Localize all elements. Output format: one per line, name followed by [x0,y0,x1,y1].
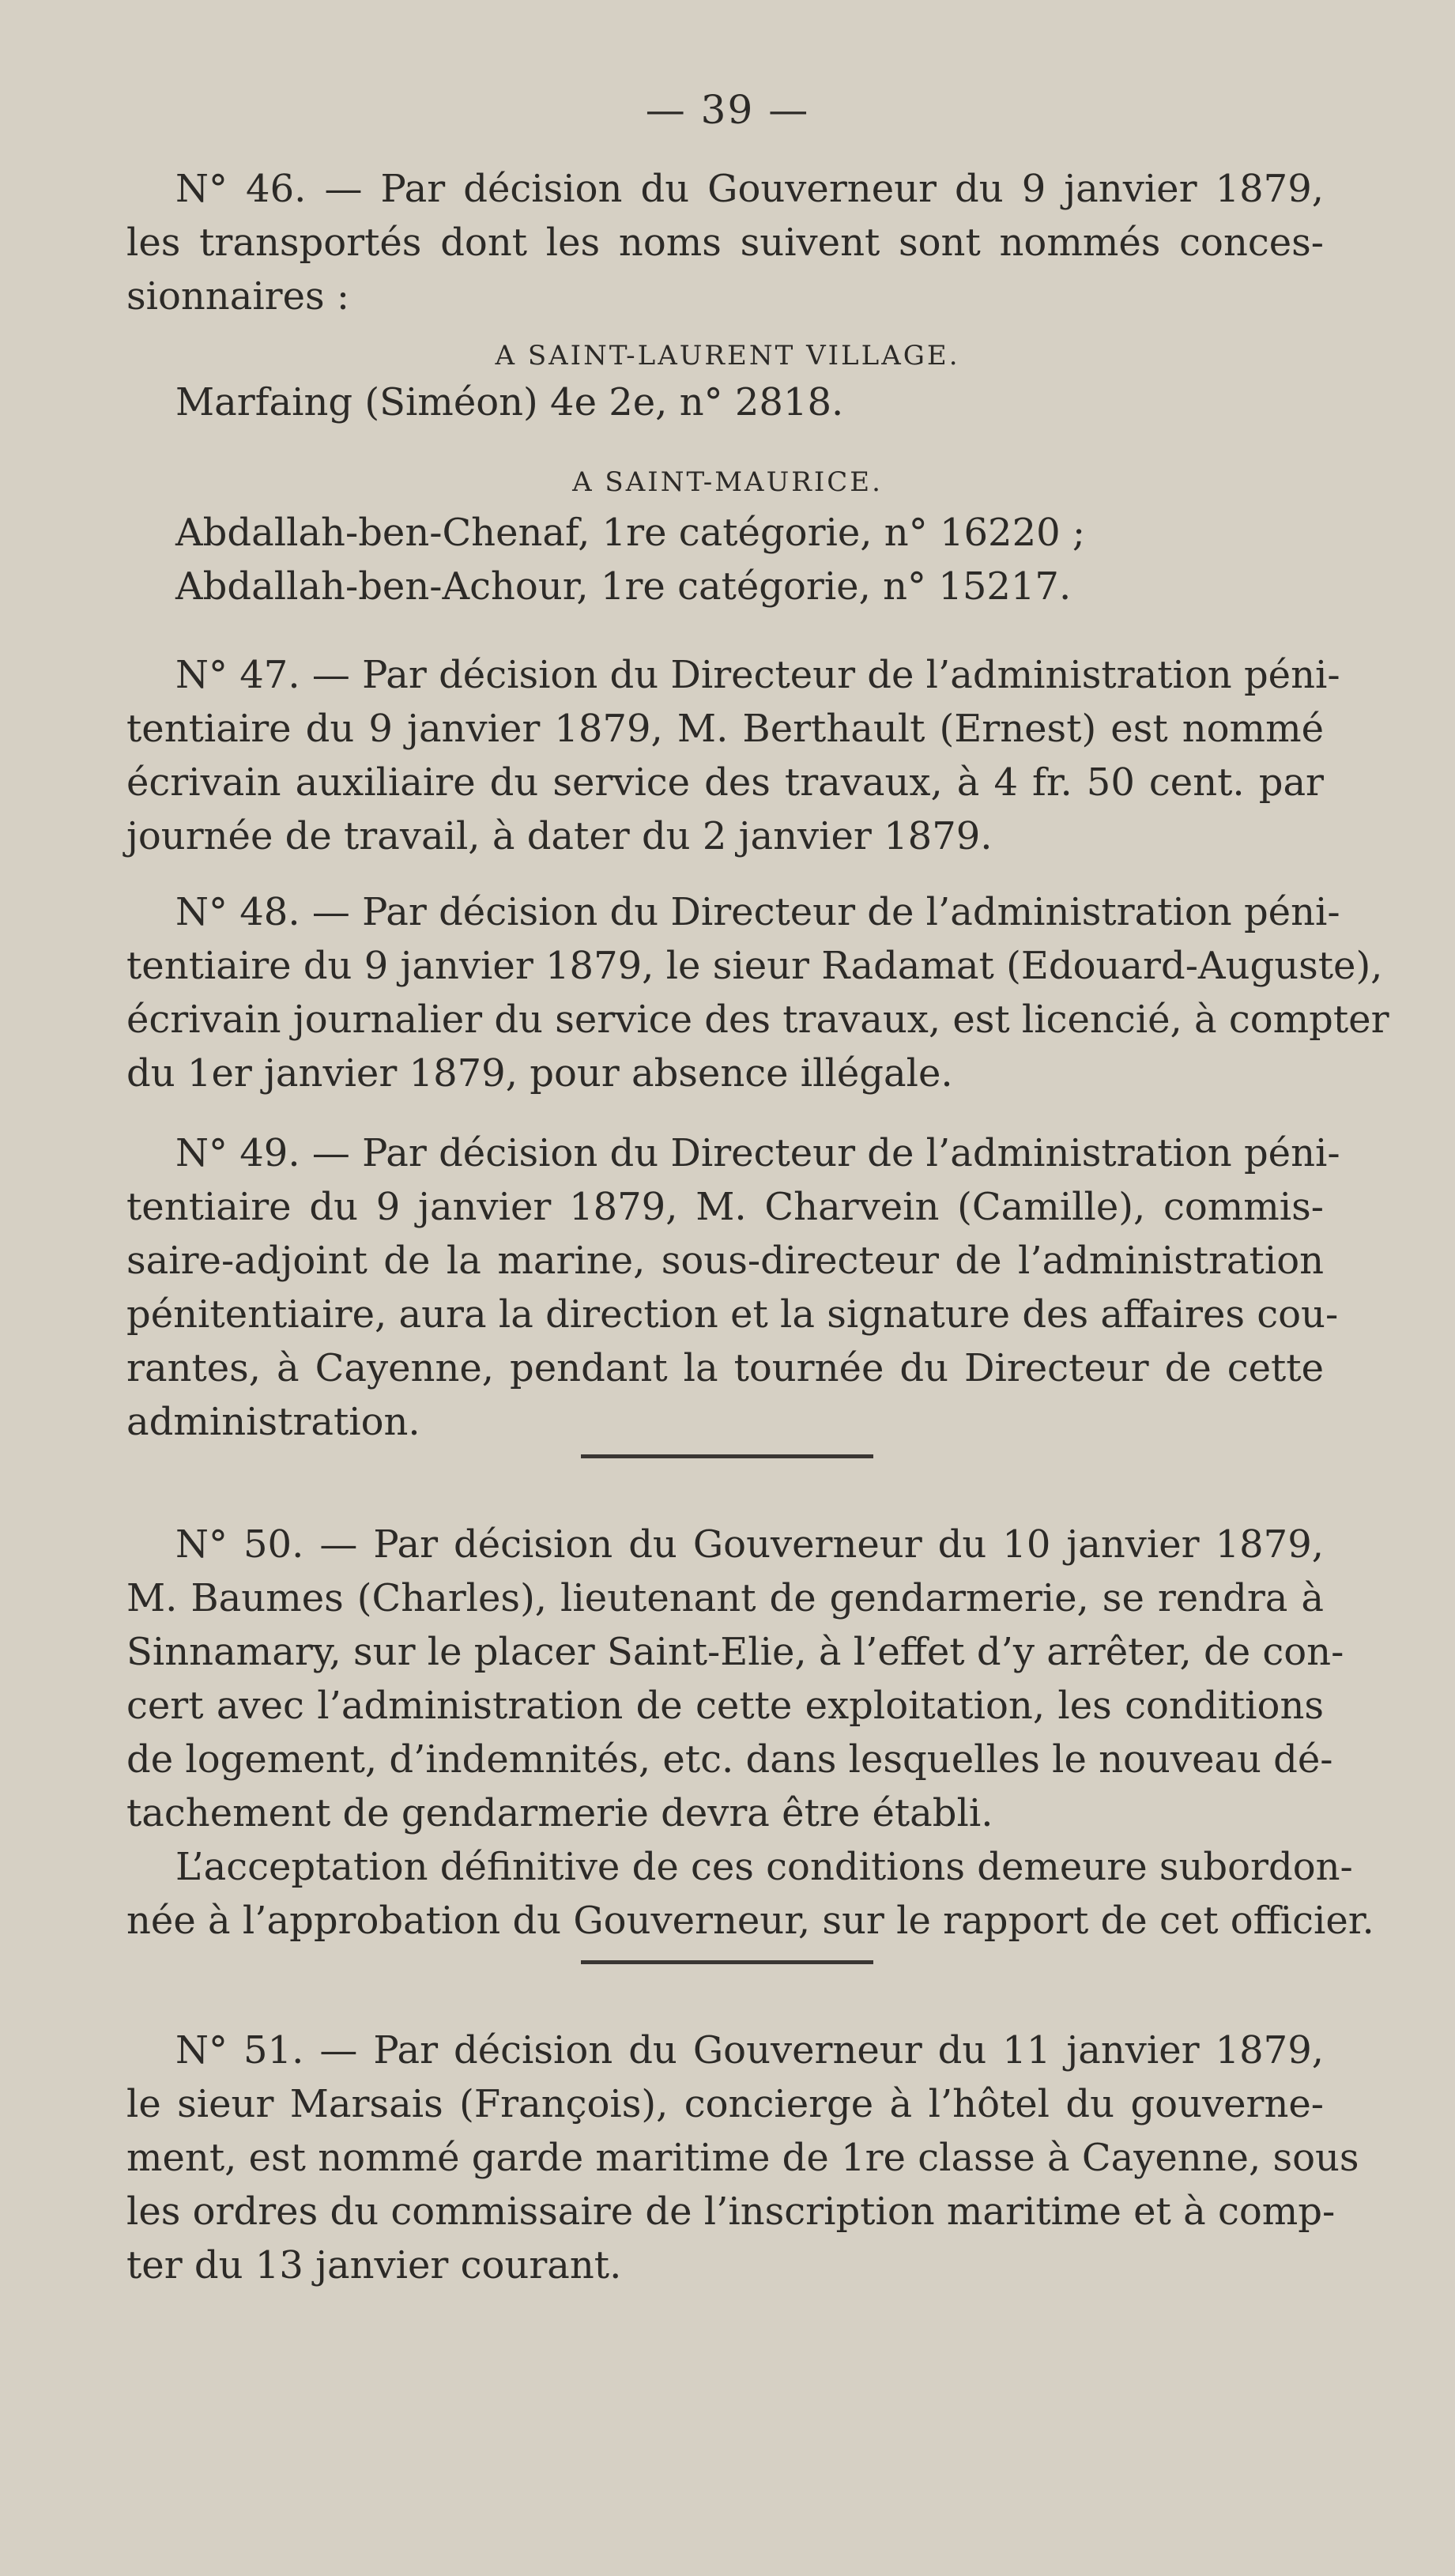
text-line: rantes, à Cayenne, pendant la tournée du Directeur de cette [126,1346,1324,1390]
text-line: N° 49. — Par décision du Directeur de l’administration péni- [175,1131,1340,1175]
list-item: Abdallah-ben-Achour, 1re catégorie, n° 15217. [175,564,1072,609]
text-line: tentiaire du 9 janvier 1879, M. Berthault (Ernest) est nommé [126,707,1324,751]
entry-48 [126,885,1389,1100]
text-line: le sieur Marsais (François), concierge à l’hôtel du gouverne- [126,2082,1324,2126]
text-line: les transportés dont les noms suivent sont nommés conces- [126,221,1324,265]
text-line: N° 50. — Par décision du Gouverneur du 10 janvier 1879, [175,1522,1324,1567]
text-line: Sinnamary, sur le placer Saint-Elie, à l’effet d’y arrêter, de con- [126,1630,1344,1674]
text-line: tentiaire du 9 janvier 1879, le sieur Radamat (Edouard-Auguste), [126,944,1383,988]
text-line: du 1er janvier 1879, pour absence illégale. [126,1051,953,1096]
text-line: de logement, d’indemnités, etc. dans lesquelles le nouveau dé- [126,1737,1333,1782]
text-line: tachement de gendarmerie devra être établi. [126,1791,993,1835]
text-line: ter du 13 janvier courant. [126,2243,622,2287]
text-line: née à l’approbation du Gouverneur, sur le rapport de cet officier. [126,1899,1374,1943]
text-line: sionnaires : [126,274,350,319]
text-line: saire-adjoint de la marine, sous-directeur de l’administration [126,1239,1324,1283]
saint-laurent-list [126,375,1324,429]
text-line: N° 51. — Par décision du Gouverneur du 11 janvier 1879, [175,2028,1324,2072]
entry-49 [126,1126,1340,1449]
text-line: N° 46. — Par décision du Gouverneur du 9 janvier 1879, [175,167,1324,211]
text-line: pénitentiaire, aura la direction et la signature des affaires cou- [126,1292,1339,1337]
section-divider [581,1454,873,1458]
text-line: écrivain journalier du service des travaux, est licencié, à compter [126,998,1389,1042]
entry-51 [126,2023,1359,2292]
text-line: cert avec l’administration de cette exploitation, les conditions [126,1684,1324,1728]
text-line: N° 48. — Par décision du Directeur de l’administration péni- [175,890,1340,934]
text-line: les ordres du commissaire de l’inscription maritime et à comp- [126,2189,1336,2234]
text-line: tentiaire du 9 janvier 1879, M. Charvein (Camille), commis- [126,1185,1324,1229]
text-line: N° 47. — Par décision du Directeur de l’administration péni- [175,653,1340,697]
entry-46 [126,162,1324,323]
text-line: L’acceptation définitive de ces conditions demeure subordon- [175,1845,1353,1889]
text-line: écrivain auxiliaire du service des travaux, à 4 fr. 50 cent. par [126,760,1324,805]
entry-50 [126,1518,1374,1948]
heading-saint-laurent: A SAINT-LAURENT VILLAGE. [495,340,960,372]
text-line: journée de travail, à dater du 2 janvier 1879. [126,814,993,858]
heading-saint-maurice: A SAINT-MAURICE. [572,466,883,498]
page-number: — 39 — [645,87,810,133]
section-divider [581,1960,873,1964]
saint-maurice-list [126,506,1324,613]
entry-47 [126,648,1340,863]
list-item: Abdallah-ben-Chenaf, 1re catégorie, n° 16220 ; [175,511,1086,555]
text-line: administration. [126,1400,420,1444]
text-line: ment, est nommé garde maritime de 1re classe à Cayenne, sous [126,2136,1359,2180]
text-line: M. Baumes (Charles), lieutenant de gendarmerie, se rendra à [126,1576,1324,1620]
list-item: Marfaing (Siméon) 4e 2e, n° 2818. [175,380,844,424]
